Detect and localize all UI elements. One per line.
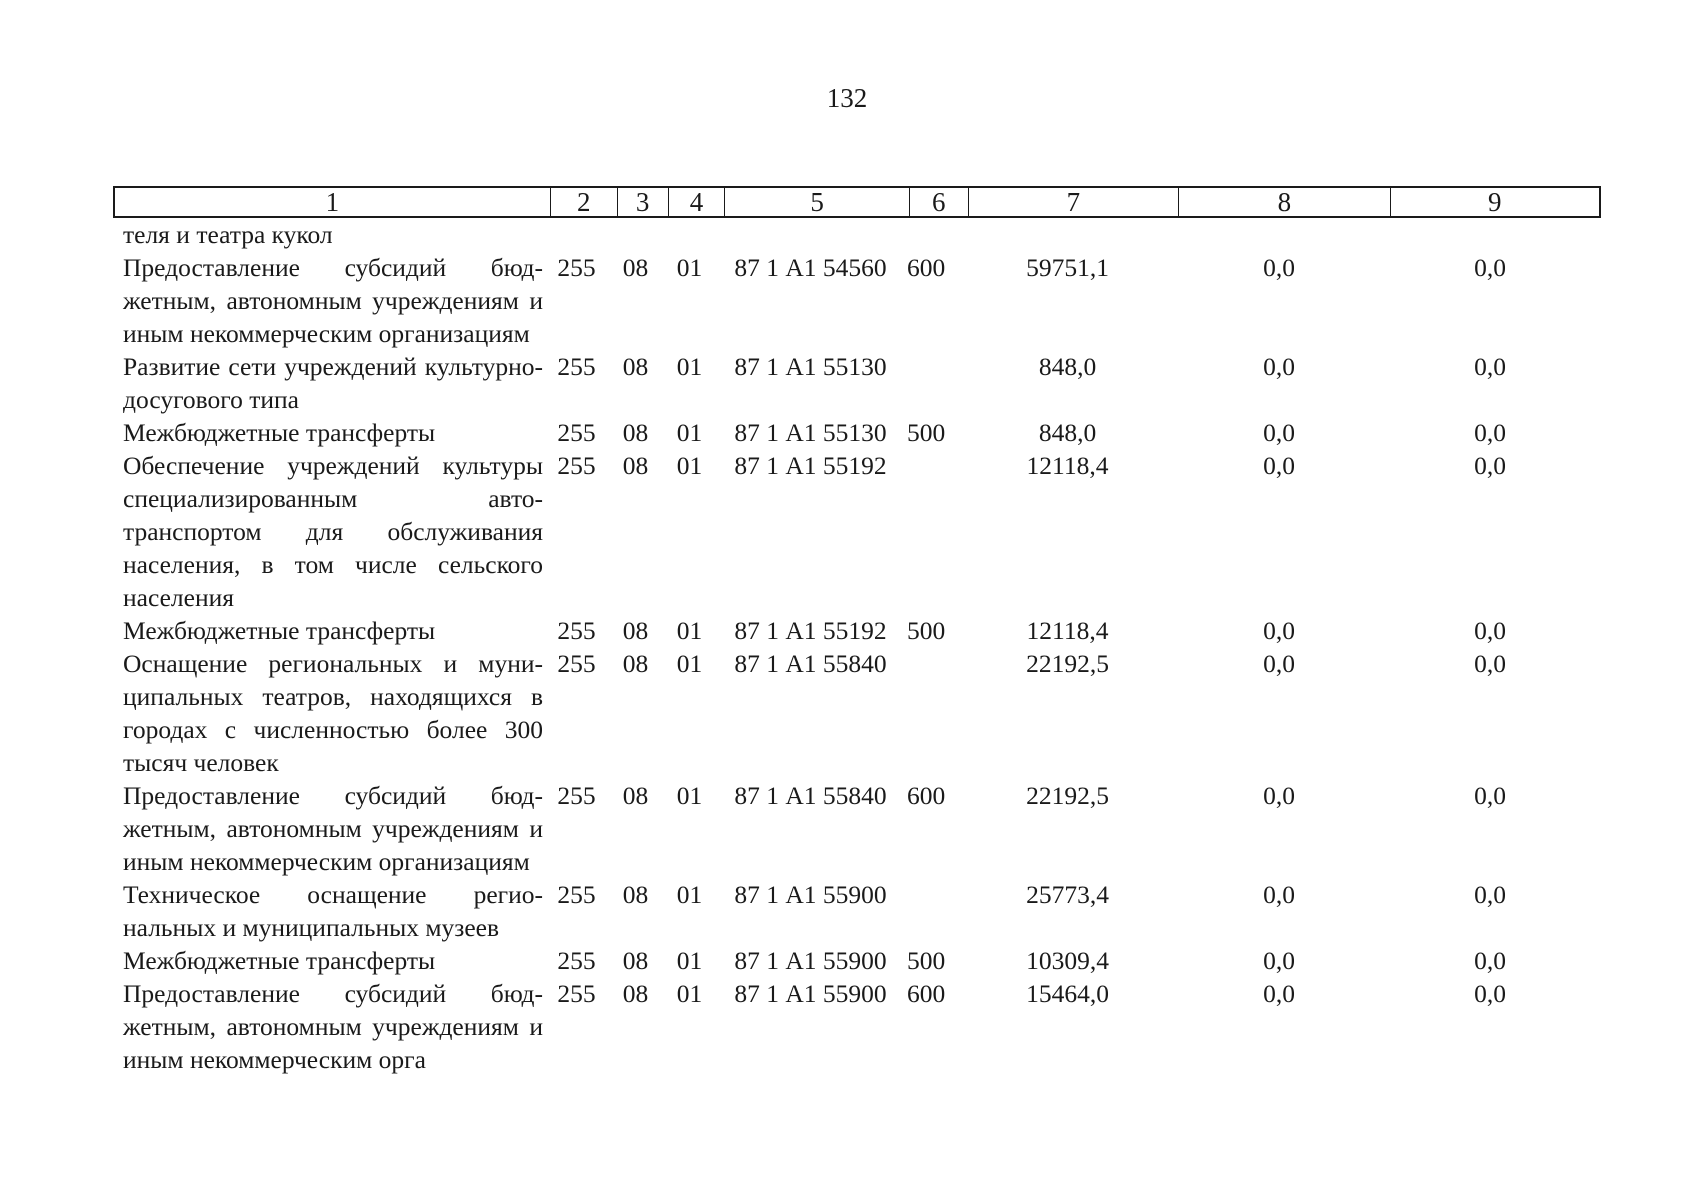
row-col-5: 87 1 А1 55900 (734, 979, 887, 1008)
row-col-2: 255 (557, 880, 596, 909)
row-col-8: 0,0 (1263, 979, 1295, 1008)
table-row (113, 944, 1601, 977)
row-col-4: 01 (676, 352, 703, 381)
row-col-5: 87 1 А1 55130 (734, 418, 887, 447)
header-cell-5: 5 (725, 188, 910, 216)
row-col-6 (903, 350, 962, 416)
row-name: Предоставление субсидий бюджетным, автономным учреждениям и иным некоммерческим организациям (123, 781, 543, 876)
row-col-4: 01 (676, 616, 703, 645)
row-name: Межбюджетные трансферты (123, 418, 436, 447)
row-name: Межбюджетные трансферты (123, 616, 436, 645)
row-col-2: 255 (557, 616, 596, 645)
row-col-8: 0,0 (1263, 616, 1295, 645)
row-col-4: 01 (676, 451, 703, 480)
row-col-9: 0,0 (1474, 451, 1506, 480)
row-col-6: 600 (907, 979, 946, 1008)
row-col-7: 848,0 (1038, 418, 1097, 447)
row-col-4: 01 (676, 781, 703, 810)
row-col-5: 87 1 А1 55840 (734, 781, 887, 810)
table-row (113, 251, 1601, 350)
row-col-5: 87 1 А1 55840 (734, 649, 887, 678)
header-cell-8: 8 (1179, 188, 1390, 216)
row-col-7: 10309,4 (1026, 946, 1109, 975)
row-col-7: 22192,5 (1026, 781, 1109, 810)
row-col-8: 0,0 (1263, 451, 1295, 480)
row-col-6 (903, 449, 962, 614)
row-col-6 (903, 878, 962, 944)
row-col-2: 255 (557, 946, 596, 975)
row-col-9: 0,0 (1474, 946, 1506, 975)
table-row (113, 614, 1601, 647)
row-col-5: 87 1 А1 54560 (734, 253, 887, 282)
row-col-4: 01 (676, 253, 703, 282)
table-row (113, 647, 1601, 779)
row-col-4: 01 (676, 946, 703, 975)
table-row-continuation (113, 218, 1601, 251)
row-col-5: 87 1 А1 55130 (734, 352, 887, 381)
header-cell-2: 2 (551, 188, 618, 216)
table-row (113, 977, 1601, 1076)
row-col-9: 0,0 (1474, 781, 1506, 810)
row-name: Межбюджетные трансферты (123, 946, 436, 975)
row-col-3: 08 (622, 946, 649, 975)
row-col-3: 08 (622, 451, 649, 480)
table-row (113, 779, 1601, 878)
row-col-6: 500 (907, 946, 946, 975)
row-col-8: 0,0 (1263, 352, 1295, 381)
row-col-2: 255 (557, 649, 596, 678)
row-col-7: 848,0 (1038, 352, 1097, 381)
row-name: Техническое оснащение региональных и муниципальных музеев (123, 880, 543, 942)
table-header (113, 186, 1601, 218)
row-col-9: 0,0 (1474, 979, 1506, 1008)
header-cell-6: 6 (910, 188, 969, 216)
row-col-5: 87 1 А1 55192 (734, 451, 887, 480)
row-col-4: 01 (676, 418, 703, 447)
row-col-6: 600 (907, 781, 946, 810)
header-cell-4: 4 (669, 188, 726, 216)
header-cell-9: 9 (1488, 187, 1502, 217)
row-col-3: 08 (622, 352, 649, 381)
row-col-8: 0,0 (1263, 649, 1295, 678)
row-name: Предоставление субсидий бюджетным, автономным учреждениям и иным некоммерческим орга (123, 979, 543, 1074)
row-col-3: 08 (622, 418, 649, 447)
row-name: Обеспечение учреждений культуры специализированным автотранспортом для обслуживания населения, в том числе сельского населения (123, 451, 543, 612)
table-row (113, 878, 1601, 944)
row-col-2: 255 (557, 418, 596, 447)
table-body (113, 218, 1601, 1076)
row-col-7: 22192,5 (1026, 649, 1109, 678)
row-col-9: 0,0 (1474, 649, 1506, 678)
row-col-2: 255 (557, 352, 596, 381)
row-col-7: 15464,0 (1026, 979, 1109, 1008)
row-col-3: 08 (622, 616, 649, 645)
row-col-3: 08 (622, 880, 649, 909)
row-col-6: 500 (907, 616, 946, 645)
row-col-9: 0,0 (1474, 880, 1506, 909)
row-col-8: 0,0 (1263, 781, 1295, 810)
row-col-4: 01 (676, 979, 703, 1008)
row-col-3: 08 (622, 781, 649, 810)
row-col-9: 0,0 (1474, 253, 1506, 282)
row-col-8: 0,0 (1263, 253, 1295, 282)
row-col-5: 87 1 А1 55900 (734, 946, 887, 975)
page-number: 132 (826, 83, 868, 113)
row-col-9: 0,0 (1474, 418, 1506, 447)
row-col-7: 12118,4 (1026, 451, 1109, 480)
row-col-7: 25773,4 (1026, 880, 1109, 909)
row-col-9: 0,0 (1474, 352, 1506, 381)
row-col-2: 255 (557, 253, 596, 282)
row-col-2: 255 (557, 781, 596, 810)
row-col-4: 01 (676, 649, 703, 678)
row-name: теля и театра кукол (123, 220, 333, 249)
row-col-5: 87 1 А1 55900 (734, 880, 887, 909)
row-name: Предоставление субсидий бюджетным, автономным учреждениям и иным некоммерческим организациям (123, 253, 543, 348)
header-cell-1: 1 (115, 188, 551, 216)
table-row (113, 416, 1601, 449)
row-col-8: 0,0 (1263, 946, 1295, 975)
header-cell-7: 7 (969, 188, 1179, 216)
row-name: Оснащение региональных и муниципальных театров, находящихся в городах с численностью более 300 тысяч человек (123, 649, 543, 777)
row-col-5: 87 1 А1 55192 (734, 616, 887, 645)
table-row (113, 449, 1601, 614)
row-col-6 (903, 647, 962, 779)
row-name: Развитие сети учреждений культурно-досугового типа (123, 352, 543, 414)
row-col-2: 255 (557, 979, 596, 1008)
row-col-6: 600 (907, 253, 946, 282)
row-col-8: 0,0 (1263, 418, 1295, 447)
row-col-6: 500 (907, 418, 946, 447)
row-col-3: 08 (622, 649, 649, 678)
row-col-3: 08 (622, 253, 649, 282)
table-row (113, 350, 1601, 416)
row-col-4: 01 (676, 880, 703, 909)
row-col-8: 0,0 (1263, 880, 1295, 909)
row-col-7: 12118,4 (1026, 616, 1109, 645)
row-col-9: 0,0 (1474, 616, 1506, 645)
header-cell-3: 3 (618, 188, 669, 216)
row-col-7: 59751,1 (1026, 253, 1109, 282)
row-col-2: 255 (557, 451, 596, 480)
row-col-3: 08 (622, 979, 649, 1008)
